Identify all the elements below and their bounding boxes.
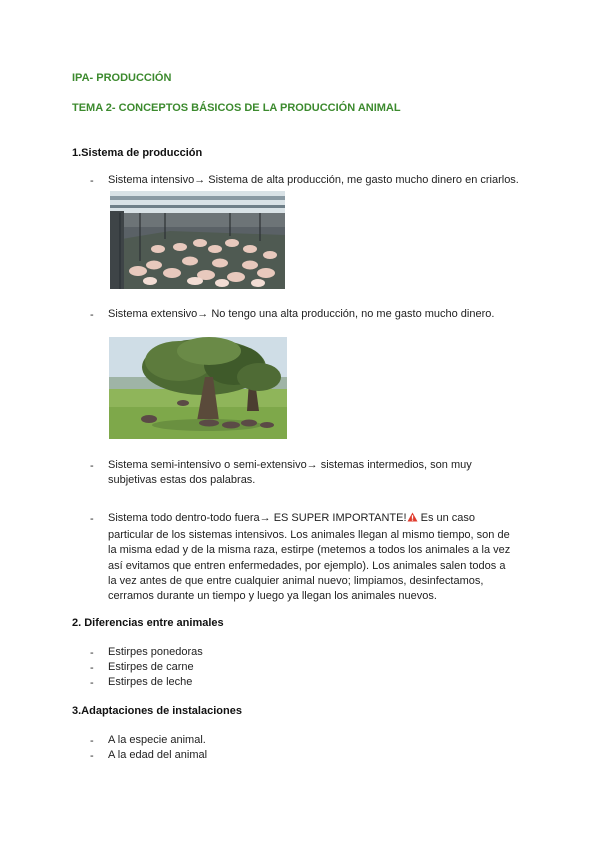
- section1-title: 1.Sistema de producción: [72, 147, 203, 159]
- extensive-pasture-photo: [109, 337, 287, 439]
- page-topic: TEMA 2- CONCEPTOS BÁSICOS DE LA PRODUCCIÓN ANIMAL: [72, 102, 401, 114]
- section2-title: 2. Diferencias entre animales: [72, 617, 224, 629]
- bullet-dash: -: [90, 662, 94, 674]
- section3-title: 3.Adaptaciones de instalaciones: [72, 705, 242, 717]
- all-in-all-out-suffix: Es un caso: [417, 512, 476, 524]
- warning-icon: [407, 512, 418, 522]
- bullet-dash: -: [90, 460, 94, 472]
- page-subject: IPA- PRODUCCIÓN: [72, 72, 172, 84]
- all-in-all-out-body: particular de los sistemas intensivos. Los animales llegan al mismo tiempo, son de la misma edad y de la misma raza, estirpe (metemos a todos los animales a la vez así evitamos que entren enfermedades, por ejemplo). Los animales salen todos a la vez antes de que entre cualquier animal nuevo; limpiamos, desinfectamos, cerramos durante un tiempo y luego ya llegan los animales nuevos.: [108, 529, 511, 603]
- extensive-text: Sistema extensivo→ No tengo una alta producción, no me gasto mucho dinero.: [108, 308, 495, 320]
- all-in-all-out-prefix: Sistema todo dentro-todo fuera→ ES SUPER IMPORTANTE!: [108, 512, 407, 524]
- list-item: Estirpes ponedoras: [108, 646, 203, 658]
- semi-intensive-line1: Sistema semi-intensivo o semi-extensivo→ sistemas intermedios, son muy: [108, 459, 472, 471]
- list-item: A la edad del animal: [108, 749, 208, 761]
- list-item: Estirpes de leche: [108, 676, 193, 688]
- bullet-dash: -: [90, 735, 94, 747]
- intensive-pig-barn-photo: [110, 191, 285, 289]
- all-in-all-out-heading: [108, 511, 475, 526]
- intensive-text: Sistema intensivo→ Sistema de alta producción, me gasto mucho dinero en criarlos.: [108, 174, 519, 186]
- bullet-dash: -: [90, 309, 94, 321]
- list-item: A la especie animal.: [108, 734, 206, 746]
- bullet-dash: -: [90, 750, 94, 762]
- list-item: Estirpes de carne: [108, 661, 194, 673]
- bullet-dash: -: [90, 677, 94, 689]
- bullet-dash: -: [90, 647, 94, 659]
- semi-intensive-line2: subjetivas estas dos palabras.: [108, 474, 256, 486]
- bullet-dash: -: [90, 513, 94, 525]
- bullet-dash: -: [90, 175, 94, 187]
